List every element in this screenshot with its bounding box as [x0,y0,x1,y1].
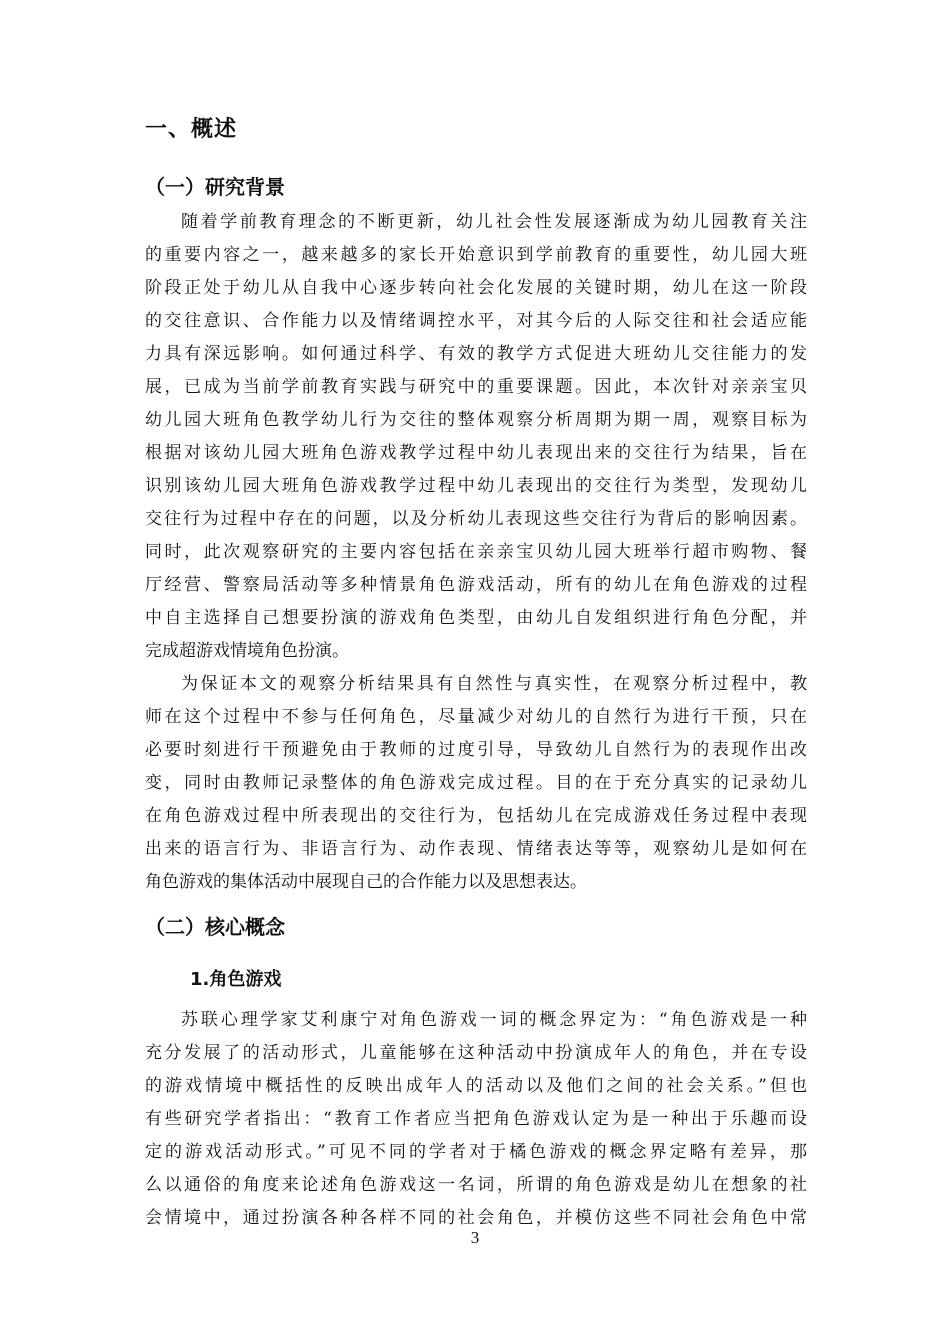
text-line: 的游戏情境中概括性的反映出成年人的活动以及他们之间的社会关系。”但也 [145,1076,807,1096]
heading-core-concepts: （二）核心概念 [145,915,285,939]
text-line: 变，同时由教师记录整体的角色游戏完成过程。目的在于充分真实的记录幼儿 [145,773,807,793]
text-line: 为保证本文的观察分析结果具有自然性与真实性，在观察分析过程中，教 [181,674,807,694]
text-line: 幼儿园大班角色教学幼儿行为交往的整体观察分析周期为期一周，观察目标为 [145,410,807,430]
paragraph-background-2 [145,668,807,899]
text-line: 随着学前教育理念的不断更新，幼儿社会性发展逐渐成为幼儿园教育关注 [181,212,807,232]
heading-overview: 一、概述 [145,117,238,142]
text-line: 完成超游戏情境角色扮演。 [145,641,349,661]
text-line: 的交往意识、合作能力以及情绪调控水平，对其今后的人际交往和社会适应能 [145,311,807,331]
text-line: 交往行为过程中存在的问题，以及分析幼儿表现这些交往行为背后的影响因素。 [145,509,807,529]
text-line: 出来的语言行为、非语言行为、动作表现、情绪表达等等，观察幼儿是如何在 [145,839,807,859]
text-line: 力具有深远影响。如何通过科学、有效的教学方式促进大班幼儿交往能力的发 [145,344,807,364]
text-line: 根据对该幼儿园大班角色游戏教学过程中幼儿表现出来的交往行为结果，旨在 [145,443,807,463]
text-line: 厅经营、警察局活动等多种情景角色游戏活动，所有的幼儿在角色游戏的过程 [145,575,807,595]
text-line: 定的游戏活动形式。”可见不同的学者对于橘色游戏的概念界定略有差异，那 [145,1142,807,1162]
heading-research-background: （一）研究背景 [145,175,285,199]
text-line: 有些研究学者指出：“教育工作者应当把角色游戏认定为是一种出于乐趣而设 [145,1109,807,1129]
text-line: 在角色游戏过程中所表现出的交往行为，包括幼儿在完成游戏任务过程中表现 [145,806,807,826]
text-line: 中自主选择自己想要扮演的游戏角色类型，由幼儿自发组织进行角色分配，并 [145,608,807,628]
text-line: 角色游戏的集体活动中展现自己的合作能力以及思想表达。 [145,872,587,892]
paragraph-background-1 [145,206,807,668]
text-line: 必要时刻进行干预避免由于教师的过度引导，导致幼儿自然行为的表现作出改 [145,740,807,760]
paragraph-role-play-1 [145,1004,807,1235]
text-line: 师在这个过程中不参与任何角色，尽量减少对幼儿的自然行为进行干预，只在 [145,707,807,727]
text-line: 充分发展了的活动形式，儿童能够在这种活动中扮演成年人的角色，并在专设 [145,1043,807,1063]
text-line: 的重要内容之一，越来越多的家长开始意识到学前教育的重要性，幼儿园大班 [145,245,807,265]
text-line: 识别该幼儿园大班角色游戏教学过程中幼儿表现出的交往行为类型，发现幼儿 [145,476,807,496]
text-line: 么以通俗的角度来论述角色游戏这一名词，所谓的角色游戏是幼儿在想象的社 [145,1175,807,1195]
page-number: 3 [470,1228,480,1247]
text-line: 同时，此次观察研究的主要内容包括在亲亲宝贝幼儿园大班举行超市购物、餐 [145,542,807,562]
heading-role-play: 1.角色游戏 [190,969,282,990]
text-line: 会情境中，通过扮演各种各样不同的社会角色，并模仿这些不同社会角色中常 [145,1208,807,1228]
text-line: 苏联心理学家艾利康宁对角色游戏一词的概念界定为：“角色游戏是一种 [181,1010,807,1030]
text-line: 展，已成为当前学前教育实践与研究中的重要课题。因此，本次针对亲亲宝贝 [145,377,807,397]
text-line: 阶段正处于幼儿从自我中心逐步转向社会化发展的关键时期，幼儿在这一阶段 [145,278,807,298]
